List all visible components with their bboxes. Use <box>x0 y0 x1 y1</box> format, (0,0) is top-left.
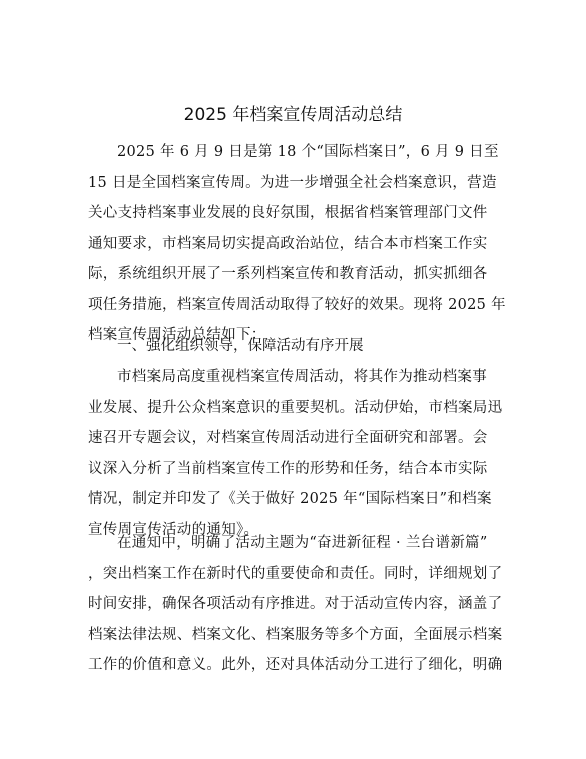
paragraph-line: ，突出档案工作在新时代的重要使命和责任。同时，详细规划了 <box>88 565 503 582</box>
paragraph-line: 在通知中，明确了活动主题为“奋进新征程 · 兰台谱新篇” <box>117 535 488 551</box>
paragraph-line: 2025 年 6 月 9 日是第 18 个“国际档案日”，6 月 9 日至 <box>117 144 499 160</box>
paragraph-organization <box>88 362 508 545</box>
section-heading: 一、强化组织领导，保障活动有序开展 <box>117 338 364 354</box>
paragraph-line: 档案宣传周活动总结如下： <box>88 327 266 343</box>
paragraph-line: 工作的价值和意义。此外，还对具体活动分工进行了细化，明确 <box>88 657 503 673</box>
paragraph-line: 关心支持档案事业发展的良好氛围，根据省档案管理部门文件 <box>88 205 488 221</box>
paragraph-line: 项任务措施，档案宣传周活动取得了较好的效果。现将 2025 年 <box>88 296 506 313</box>
paragraph-line: 速召开专题会议，对档案宣传周活动进行全面研究和部署。会 <box>88 430 488 446</box>
document-title: 2025 年档案宣传周活动总结 <box>183 105 403 125</box>
paragraph-line: 情况，制定并印发了《关于做好 2025 年“国际档案日”和档案 <box>88 491 492 507</box>
paragraph-line: 议深入分析了当前档案宣传工作的形势和任务，结合本市实际 <box>88 460 488 477</box>
paragraph-line: 通知要求，市档案局切实提高政治站位，结合本市档案工作实 <box>88 235 488 252</box>
paragraph-line: 档案法律法规、档案文化、档案服务等多个方面，全面展示档案 <box>88 626 503 643</box>
paragraph-intro <box>88 137 508 351</box>
paragraph-line: 际，系统组织开展了一系列档案宣传和教育活动，抓实抓细各 <box>88 266 488 282</box>
paragraph-line: 市档案局高度重视档案宣传周活动，将其作为推动档案事 <box>117 369 487 385</box>
paragraph-line: 宣传周宣传活动的通知》。 <box>88 521 259 538</box>
paragraph-notice <box>88 528 508 681</box>
paragraph-line: 业发展、提升公众档案意识的重要契机。活动伊始，市档案局迅 <box>88 399 503 416</box>
paragraph-line: 15 日是全国档案宣传周。为进一步增强全社会档案意识，营造 <box>88 174 497 191</box>
paragraph-line: 时间安排，确保各项活动有序推进。对于活动宣传内容，涵盖了 <box>88 596 503 612</box>
